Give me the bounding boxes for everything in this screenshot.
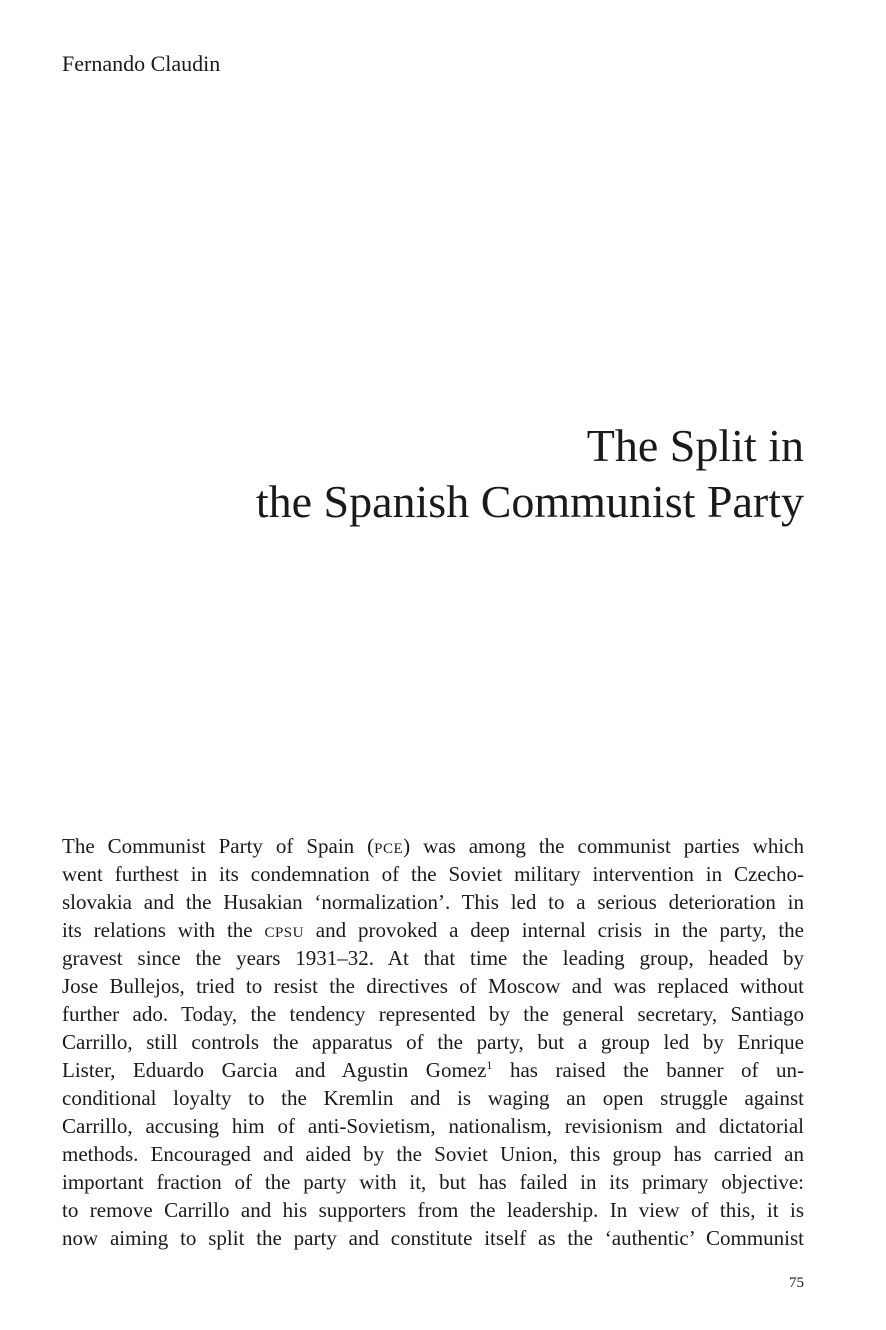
body-line: further ado. Today, the tendency represented by the general secretary, Santiago — [62, 1002, 804, 1026]
body-line: conditional loyalty to the Kremlin and is waging an open struggle against — [62, 1086, 804, 1110]
body-line: Lister, Eduardo Garcia and Agustin Gomez$^1$ has raised the banner of un- — [62, 1058, 804, 1082]
author-name: Fernando Claudin — [62, 51, 221, 76]
abbreviation: cpsu — [264, 918, 304, 942]
body-line: methods. Encouraged and aided by the Soviet Union, this group has carried an — [62, 1142, 804, 1166]
abbreviation: pce — [374, 834, 404, 858]
body-line: Carrillo, accusing him of anti-Sovietism, nationalism, revisionism and dictatorial — [62, 1114, 804, 1138]
body-line: to remove Carrillo and his supporters from the leadership. In view of this, it is — [62, 1198, 804, 1222]
body-line: Jose Bullejos, tried to resist the directives of Moscow and was replaced without — [62, 974, 804, 998]
body-line: went furthest in its condemnation of the Soviet military intervention in Czecho- — [62, 862, 804, 886]
body-line: its relations with the cpsu and provoked a deep internal crisis in the party, the — [62, 918, 804, 942]
page-number: 75 — [789, 1275, 804, 1291]
title-line-1: The Split in — [586, 420, 804, 471]
article-body — [62, 832, 804, 1252]
body-line: now aiming to split the party and constitute itself as the ‘authentic’ Communist — [62, 1226, 804, 1250]
body-line: The Communist Party of Spain (pce) was among the communist parties which — [62, 834, 804, 858]
body-line: important fraction of the party with it, but has failed in its primary objective: — [62, 1170, 804, 1194]
title-line-2: the Spanish Communist Party — [255, 476, 804, 527]
body-line: Carrillo, still controls the apparatus of the party, but a group led by Enrique — [62, 1030, 804, 1054]
footnote-marker[interactable]: 1 — [486, 1058, 493, 1072]
body-line: slovakia and the Husakian ‘normalization’. This led to a serious deterioration in — [62, 890, 804, 914]
article-title — [104, 418, 804, 530]
body-line: gravest since the years 1931–32. At that time the leading group, headed by — [62, 946, 804, 970]
